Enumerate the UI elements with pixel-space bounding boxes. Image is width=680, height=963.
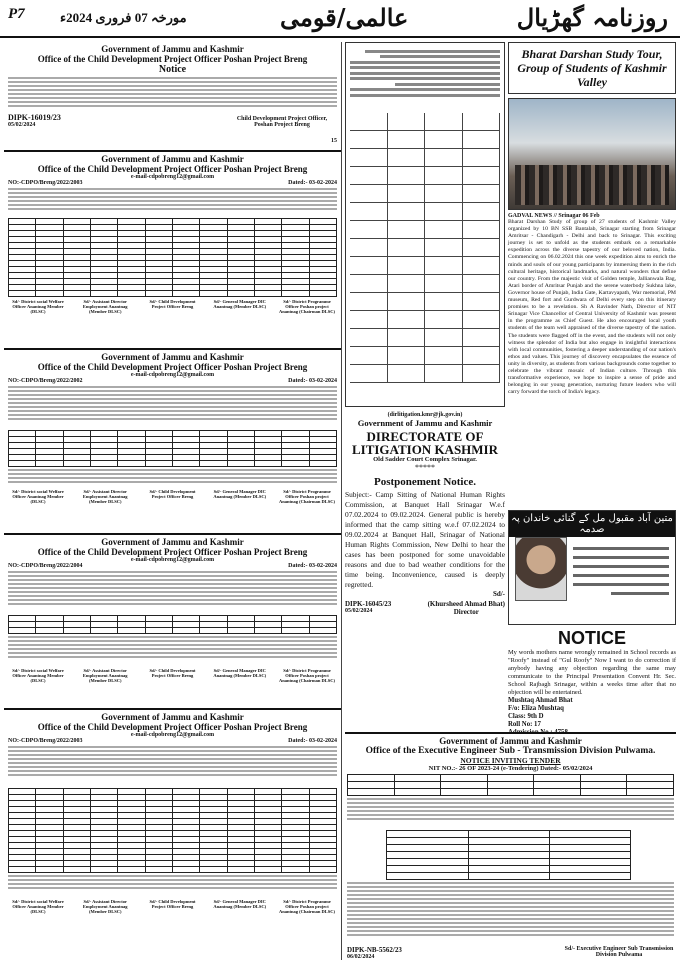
signature: Sd/- District Programme Officer Poshan project Anantnag (Chairman DLSC)	[278, 489, 335, 504]
notice-office: Office of the Child Development Project Officer Poshan Project Breng	[37, 164, 308, 174]
notice-dated: Dated:- 03-02-2024	[288, 563, 337, 569]
notice-email: e-mail-cdpobreng12@gmail.com	[130, 174, 215, 180]
signature: Sd/- Assistant Director Employment Anantnag (Member DLSC)	[82, 899, 128, 914]
notice-fine-print	[8, 386, 337, 428]
signature: Sd/- Child Development Project Officer Breng	[149, 668, 196, 678]
notice-fine-print	[8, 875, 337, 897]
tender-signature-row	[347, 946, 674, 960]
tender-title: NOTICE INVITING TENDER	[460, 756, 561, 765]
roll-number: Roll No: 17	[508, 721, 541, 728]
tender-signer: Sd/- Executive Engineer Sub Transmission Division Pulwama	[564, 946, 674, 958]
notice-gov: Government of Jammu and Kashmir	[101, 44, 244, 54]
tender-fine-print	[347, 798, 674, 828]
notice-gov: Government of Jammu and Kashmir	[101, 712, 244, 722]
notice-email: e-mail-cdpobreng12@gmail.com	[130, 557, 215, 563]
signature: Sd/- Assistant Director Employment Anantnag (Member DLSC)	[82, 299, 128, 314]
signature: Sd/- District social Welfare Officer Anantnag Member (DLSC)	[12, 899, 64, 914]
section-title: عالمی/قومی	[280, 3, 409, 32]
notice-fine-print	[8, 469, 337, 487]
signature: Sd/- General Manager DIC Anantnag (Member DLSC)	[213, 668, 267, 678]
notice-email: e-mail-cdpobreng12@gmail.com	[130, 372, 215, 378]
admission-number: Admission No.: 4758	[508, 729, 568, 736]
litigation-sd: Sd/-	[492, 590, 505, 598]
signature: Sd/- District social Welfare Officer Anantnag Member (DLSC)	[12, 668, 64, 683]
urdu-tender-table	[350, 113, 500, 400]
notice-title: Notice	[158, 64, 187, 75]
notice-4	[4, 535, 341, 710]
notice-email: e-mail-cdpobreng12@gmail.com	[130, 732, 215, 738]
dipk-date: 06/02/2024	[347, 954, 375, 960]
signature-row	[8, 489, 337, 504]
notice-office: Office of the Child Development Project Officer Poshan Project Breng	[37, 722, 308, 732]
notice-fine-print	[8, 188, 337, 216]
notice-fine-print	[8, 77, 337, 113]
signature-row	[8, 299, 337, 314]
news-story	[508, 42, 676, 502]
candidate-table	[8, 788, 337, 873]
signature-row	[8, 668, 337, 683]
notice-2	[4, 152, 341, 350]
signature: Sd/- General Manager DIC Anantnag (Member DLSC)	[213, 299, 267, 309]
urdu-ad-text	[573, 541, 669, 601]
tender-nit-number: NIT NO.:- 26 OF 2023-24 (e-Tendering) Dated:- 05/02/2024	[428, 765, 593, 772]
urdu-tender-notice	[345, 42, 505, 407]
urdu-ad-headline: متین آباد مقبول مل کے گنائی خاندان پہ صدمہ	[509, 511, 675, 537]
notice-dated: Dated:- 03-02-2024	[288, 180, 337, 186]
portrait-photo	[515, 537, 567, 601]
class: Class: 9th D	[508, 713, 544, 720]
notice-3	[4, 350, 341, 535]
notice-fine-print	[8, 746, 337, 786]
litigation-designation: Director	[453, 608, 479, 616]
applicant-name: Mushtaq Ahmad Bhat	[508, 697, 573, 704]
notice-signature: Child Development Project Officer, Poshan Project Breng	[236, 116, 328, 128]
litigation-address: Old Sadder Court Complex Srinagar.	[373, 456, 477, 463]
notice-body: My words mothers name wrongly remained in School records as "Roofy" instead of "Gul Roofy" Now I want to do correction if anybody having any objection regarding the same may communicate to the Principal Presentation Convent Hr. Sec. School Rajbagh Srinagar, within a weeks time after that no objection will be entertained.	[508, 649, 676, 696]
tender-gov: Government of Jammu and Kashmir	[439, 736, 582, 746]
notice-1	[4, 42, 341, 152]
candidate-table	[8, 615, 337, 634]
tender-work-table	[347, 774, 674, 796]
notice-fine-print	[8, 636, 337, 666]
signature: Sd/- Assistant Director Employment Anantnag (Member DLSC)	[82, 668, 128, 683]
notice-office: Office of the Child Development Project Officer Poshan Project Breng	[37, 54, 308, 64]
story-dateline: GADVAL NEWS // Srinagar 06 Feb	[508, 213, 600, 219]
signature: Sd/- Child Development Project Officer Breng	[149, 899, 196, 909]
dipk-date: 05/02/2024	[345, 608, 373, 614]
dipk-number: DIPK-16019/23	[8, 113, 61, 122]
divider-stars: *****	[415, 463, 435, 472]
postponement-body: Subject:- Camp Sitting of National Human Rights Commission, at Banquet Hall Srinagar W.e.f 07.02.2024 to 09.02.2024. General public is hereby informed that the camp sitting w.e.f 07.02.2024 to 09.02.2024 at Banquet Hall, Srinagar of National Human Rights Commission, New Delhi to hear the cases has been postponed for some unavoidable reasons and due to bad weather conditions for the time being. Inconvenience, caused is deeply regretted.	[345, 490, 505, 589]
signature: Sd/- General Manager DIC Anantnag (Member DLSC)	[213, 489, 267, 499]
father-of: F/o: Eliza Mushtaq	[508, 705, 564, 712]
postponement-title: Postponement Notice.	[373, 476, 477, 488]
litigation-directorate: DIRECTORATE OF LITIGATION KASHMIR	[351, 429, 499, 457]
story-headline: Bharat Darshan Study Tour, Group of Students of Kashmir Valley	[508, 42, 676, 94]
left-column	[4, 42, 342, 960]
notice-fine-print	[8, 571, 337, 613]
litigation-signer: (Khursheed Ahmad Bhat)	[427, 600, 505, 608]
students-group-photo	[508, 98, 676, 210]
notice-office: Office of the Child Development Project Officer Poshan Project Breng	[37, 547, 308, 557]
notice-dated: Dated:- 03-02-2024	[288, 378, 337, 384]
signature: Sd/- General Manager DIC Anantnag (Member DLSC)	[213, 899, 267, 909]
urdu-text-lines	[350, 47, 500, 99]
dipk-date: 05/02/2024	[8, 122, 36, 128]
notice-heading: NOTICE	[557, 628, 626, 648]
story-body: Bharat Darshan Study of group of 27 students of Kashmir Valley organized by 10 BN SSB Bantalab, Srinagar starting from Srinagar Amritsar - Chandigarh - Delhi and back to Srinagar. This exciting journey is set to unfold as the students embark on a remarkable expedition across the diverse tapestry of our beloved nation, India. Commencing on 06.02.2024 this one week expedition aims to enrich the minds and souls of our young participants by immersing them in the rich cultural heritage, historical landmarks, and natural wonders that define our country. From the majestic visit of Golden temple, Jallianwala Bag, Atari border of Amritsar Punjab and the serene waterbody Sukhna lake, Governor house of Punjab, India Gate, Kartavyapath, War memorial, PM museum, Red fort and Gurdwara of Delhi every step on this itinerary promises to be a revelation. Sh A Ravinder Nath, Director of NIT Srinagar Vice Chancellor of Central University of Kashmir was present in the programme as Chief Guest. He also encouraged local youth students of the team well appraised of the diverse tapestry of the nation. The students were flagged off in the event, and the students will not only witness the splendor of India but also engage in insightful interactions with local communities, fostering a deeper understanding of our nation's ethos and values. This journey of discovery encapsulates the essence of unity in diversity, as students from various backgrounds come together to celebrate the vibrant mosaic of Indian culture. Through this transformative experience, we hope to inspire a sense of pride and belonging in our young generation, nurturing future leaders who will carry forward the torch of India's legacy.	[508, 219, 676, 396]
signature: Sd/- District social Welfare Officer Anantnag Member (DLSC)	[12, 489, 64, 504]
notice-ref: NO:-CDPO/Breng/2022/2002	[8, 378, 83, 384]
signature: Sd/- District Programme Officer Poshan project Anantnag (Chairman DLSC)	[278, 299, 335, 314]
tender-terms	[347, 882, 674, 944]
urdu-condolence-ad	[508, 510, 676, 625]
signature: Sd/- Child Development Project Officer Breng	[149, 489, 196, 499]
notice-dated: Dated:- 03-02-2024	[288, 738, 337, 744]
signature: Sd/- District Programme Officer Poshan project Anantnag (Chairman DLSC)	[278, 899, 335, 914]
notice-5	[4, 710, 341, 955]
notice-gov: Government of Jammu and Kashmir	[101, 154, 244, 164]
executive-engineer-tender	[345, 732, 676, 960]
masthead	[0, 0, 680, 38]
notice-gov: Government of Jammu and Kashmir	[101, 537, 244, 547]
page-number: P7	[8, 6, 25, 22]
candidate-table	[8, 430, 337, 467]
column-number: 15	[331, 138, 337, 144]
dipk-number: DIPK-16045/23	[345, 600, 392, 608]
dipk-number: DIPK-NB-5562/23	[347, 946, 402, 954]
signature: Sd/- Assistant Director Employment Anantnag (Member DLSC)	[82, 489, 128, 504]
litigation-notice	[345, 412, 505, 616]
notice-ref: NO:-CDPO/Breng/2022/2003	[8, 738, 83, 744]
signature: Sd/- District social Welfare Officer Anantnag Member (DLSC)	[12, 299, 64, 314]
signature: Sd/- Child Development Project Officer Breng	[149, 299, 196, 309]
litigation-email: (dirlitigation.kmr@jk.gov.in)	[387, 412, 463, 418]
notice-gov: Government of Jammu and Kashmir	[101, 352, 244, 362]
signature-row	[8, 899, 337, 914]
masthead-date: مورخہ 07 فروری 2024ء	[60, 10, 187, 25]
notice-ref: NO:-CDPO/Breng/2022/2004	[8, 563, 83, 569]
notice-office: Office of the Child Development Project Officer Poshan Project Breng	[37, 362, 308, 372]
tender-office: Office of the Executive Engineer Sub - Transmission Division Pulwama.	[365, 746, 656, 756]
signature: Sd/- District Programme Officer Poshan project Anantnag (Chairman DLSC)	[278, 668, 335, 683]
tender-schedule-table	[386, 830, 631, 880]
name-correction-notice	[508, 628, 676, 736]
newspaper-name: روزنامہ گھڑیال	[516, 3, 668, 32]
notice-ref: NO:-CDPO/Breng/2022/2003	[8, 180, 83, 186]
candidate-table	[8, 218, 337, 297]
litigation-gov: Government of Jammu and Kashmir	[357, 418, 493, 428]
